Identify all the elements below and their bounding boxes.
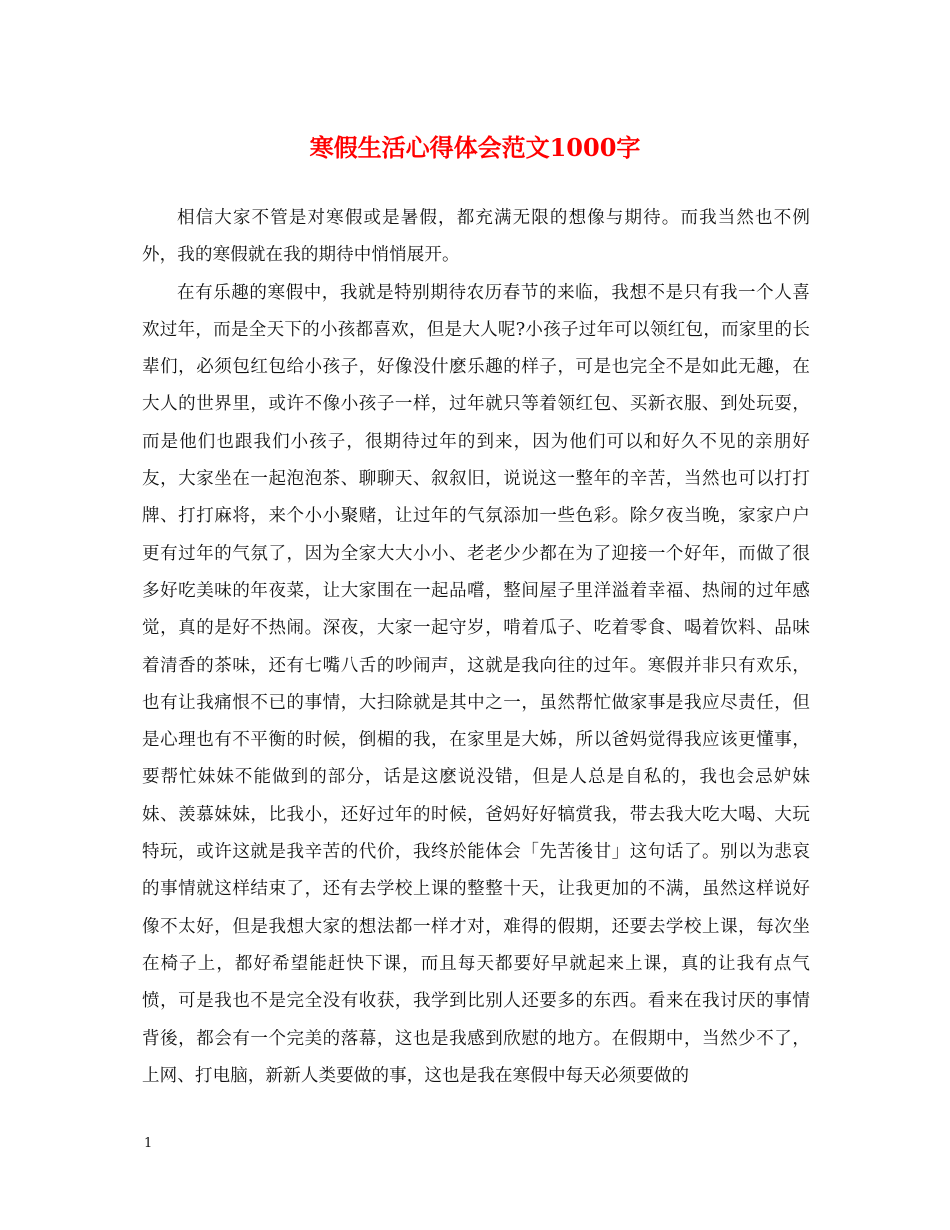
paragraph-main: 在有乐趣的寒假中，我就是特别期待农历春节的来临，我想不是只有我一个人喜欢过年，而是全天下的小孩都喜欢，但是大人呢?小孩子过年可以领红包，而家里的长辈们，必须包红包给小孩子，好像没什麽乐趣的样子，可是也完全不是如此无趣，在大人的世界里，或许不像小孩子一样，过年就只等着领红包、买新衣服、到处玩耍，而是他们也跟我们小孩子，很期待过年的到来，因为他们可以和好久不见的亲朋好友，大家坐在一起泡泡茶、聊聊天、叙叙旧，说说这一整年的辛苦，当然也可以打打牌、打打麻将，来个小小聚赌，让过年的气氛添加一些色彩。除夕夜当晚，家家户户更有过年的气氛了，因为全家大大小小、老老少少都在为了迎接一个好年，而做了很多好吃美味的年夜菜，让大家围在一起品嚐，整间屋子里洋溢着幸福、热闹的过年感觉，真的是好不热闹。深夜，大家一起守岁，啃着瓜子、吃着零食、喝着饮料、品味着清香的茶味，还有七嘴八舌的吵闹声，这就是我向往的过年。寒假并非只有欢乐，也有让我痛恨不已的事情，大扫除就是其中之一，虽然帮忙做家事是我应尽责任，但是心理也有不平衡的时候，倒楣的我，在家里是大姊，所以爸妈觉得我应该更懂事，要帮忙妹妹不能做到的部分，话是这麽说没错，但是人总是自私的，我也会忌妒妹妹、羡慕妹妹，比我小，还好过年的时候，爸妈好好犒赏我，带去我大吃大喝、大玩特玩，或许这就是我辛苦的代价，我终於能体会「先苦後甘」这句话了。别以为悲哀的事情就这样结束了，还有去学校上课的整整十天，让我更加的不满，虽然这样说好像不太好，但是我想大家的想法都一样才对，难得的假期，还要去学校上课，每次坐在椅子上，都好希望能赶快下课，而且每天都要好早就起来上课，真的让我有点气愤，可是我也不是完全没有收获，我学到比别人还要多的东西。看来在我讨厌的事情背後，都会有一个完美的落幕，这也是我感到欣慰的地方。在假期中，当然少不了，上网、打电脑，新新人类要做的事，这也是我在寒假中每天必须要做的 [142, 282, 810, 1086]
page-number: 1 [144, 1136, 153, 1151]
document-body [142, 200, 810, 1095]
document-title: 寒假生活心得体会范文1000字 [309, 133, 641, 162]
paragraph-intro: 相信大家不管是对寒假或是暑假，都充满无限的想像与期待。而我当然也不例外，我的寒假就在我的期待中悄悄展开。 [142, 208, 810, 266]
